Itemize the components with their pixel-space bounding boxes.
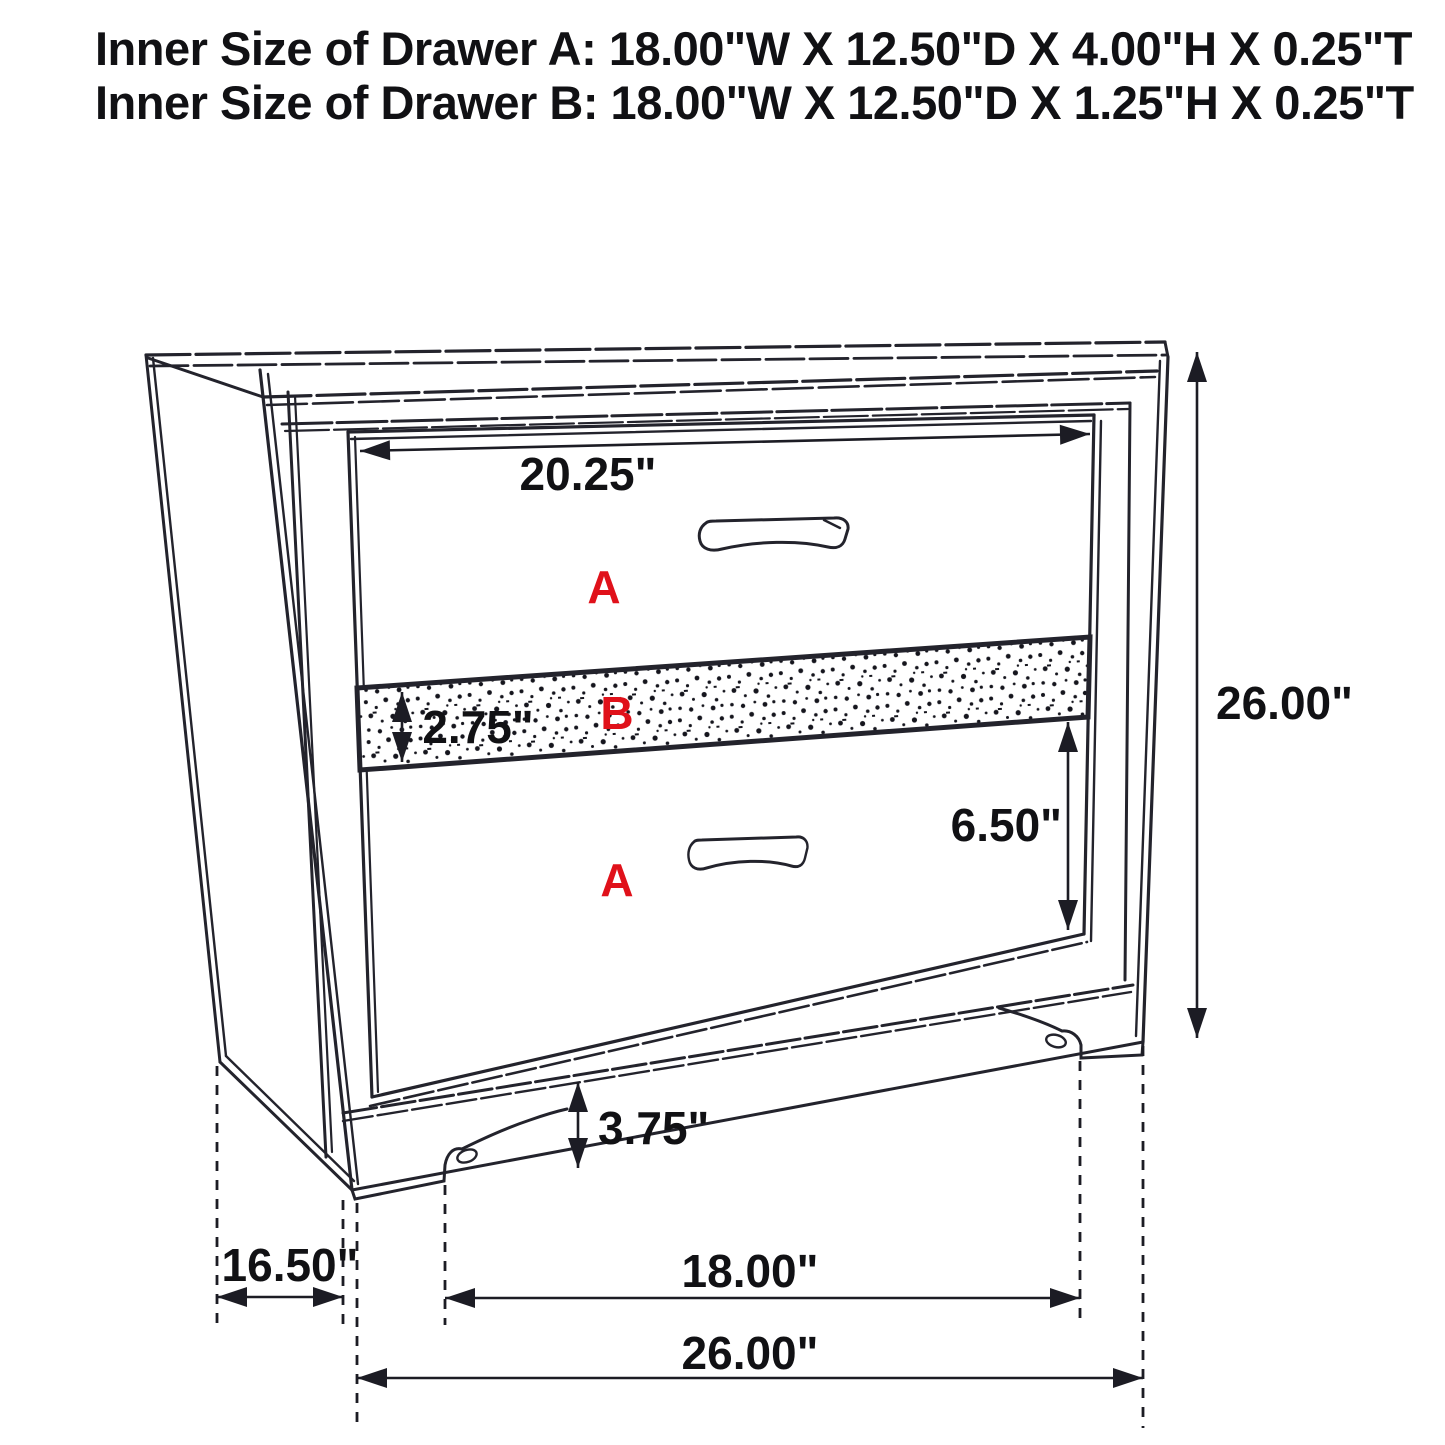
drawer-a-top-label: A [587, 561, 621, 613]
dim-width-between-legs [445, 1245, 1080, 1298]
drawer-a-bottom-label: A [600, 854, 634, 906]
dim-middle-drawer-height [402, 692, 534, 762]
frame-right-bevel [1125, 403, 1130, 980]
cabinet-top-slab [146, 342, 1168, 405]
top-back-edge [146, 342, 1165, 355]
dim-bottom-drawer-height [951, 722, 1068, 930]
dim-label-width-between-legs: 18.00" [681, 1245, 819, 1297]
dim-top-drawer-width [360, 434, 1090, 500]
inner-size-drawer-b: Inner Size of Drawer B: 18.00"W X 12.50"D X 1.25"H X 0.25"T [95, 76, 1414, 129]
dim-label-depth: 16.50" [221, 1239, 359, 1291]
side-back-edge [146, 355, 220, 1062]
right-bracket-foot [999, 1008, 1143, 1058]
dim-label-top-drawer-width: 20.25" [519, 448, 657, 500]
cabinet-front-frame [260, 357, 1168, 1190]
base-bottom-edge [352, 1042, 1143, 1190]
top-front-edge [263, 371, 1157, 397]
dim-overall-width [357, 1327, 1143, 1379]
top-front-edge-inner [267, 377, 1155, 405]
drawer-a-bottom [600, 837, 807, 906]
dim-leg-height [578, 1082, 709, 1168]
rail-top-edge-inner [370, 942, 1087, 1106]
inner-size-drawer-a: Inner Size of Drawer A: 18.00"W X 12.50"D X 4.00"H X 0.25"T [95, 22, 1412, 75]
drawer-a-top [587, 518, 848, 613]
rail-bottom-edge [343, 985, 1133, 1113]
dim-label-leg-height: 3.75" [598, 1102, 710, 1154]
drawer-a-bottom-handle [688, 837, 807, 869]
frame-left-bevel-inner [295, 396, 332, 1152]
dim-label-overall-width: 26.00" [681, 1327, 819, 1379]
dim-overall-height [1197, 352, 1353, 1038]
top-back-edge-inner [150, 355, 1167, 366]
side-back-edge-inner [153, 358, 226, 1056]
cabinet-feet [352, 1008, 1143, 1199]
drawer-b-label: B [600, 687, 634, 739]
side-bottom-edge [220, 1062, 352, 1190]
dim-label-overall-height: 26.00" [1216, 677, 1353, 729]
dim-depth [217, 1239, 358, 1297]
dim-label-middle-drawer-height: 2.75" [422, 701, 534, 753]
side-bottom-edge-inner [226, 1056, 354, 1181]
frame-left-bevel [288, 392, 326, 1157]
dim-label-bottom-drawer-height: 6.50" [950, 799, 1062, 851]
right-foot-scroll [1045, 1033, 1067, 1050]
drawer-a-top-handle [699, 518, 848, 550]
